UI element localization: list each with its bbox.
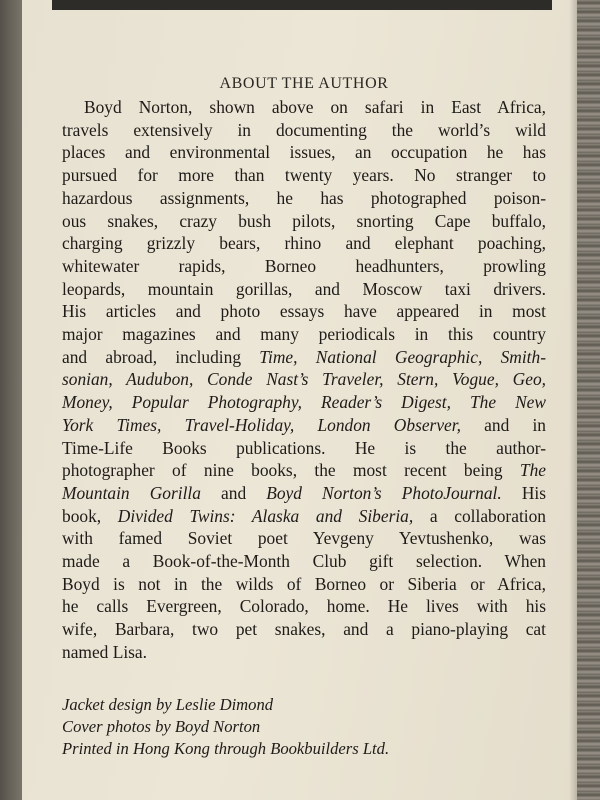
bio-line: Boyd Norton, shown above on safari in East Africa, [84,97,546,117]
bio-line: pursued for more than twenty years. No stranger to [62,165,546,186]
printing-credit: Printed in Hong Kong through Bookbuilders Ltd. [62,738,390,758]
bio-line [62,391,546,414]
bio-line: charging grizzly bears, rhino and elephant poaching, [62,233,546,254]
bio-line: major magazines and many periodicals in this country [62,324,546,345]
jacket-design-credit: Jacket design by Leslie Dimond [62,694,274,714]
page-shadow [569,0,577,800]
bio-line [62,482,546,505]
bio-line: travels extensively in documenting the world’s wild [62,119,546,140]
author-bio [62,96,546,664]
bio-line: hazardous assignments, he has photographed poison- [62,187,546,208]
bio-line: leopards, mountain gorillas, and Moscow taxi drivers. [62,278,546,299]
publication-titles: Money, Popular Photography, Reader’s Digest, The New [62,392,546,413]
bio-line [62,459,546,482]
bio-line [62,346,546,369]
bio-line: Time-Life Books publications. He is the author- [62,437,546,458]
book-title: Mountain Gorilla [62,482,201,503]
book-right-edge [577,0,600,800]
bio-line [62,505,546,528]
bio-text: and [200,482,267,503]
author-photo-bottom-edge [52,0,552,10]
bio-line [62,414,546,437]
bio-text: and abroad, including [62,346,260,367]
book-title: The [519,460,546,481]
bio-line: whitewater rapids, Borneo headhunters, prowling [62,255,546,276]
bio-line: named Lisa. [62,641,147,662]
credits-block [62,694,546,760]
bio-text: photographer of nine books, the most recent being [62,460,520,481]
book-left-edge [0,0,22,800]
publication-titles: sonian, Audubon, Conde Nast’s Traveler, Stern, Vogue, Geo, [62,369,546,390]
cover-photos-credit: Cover photos by Boyd Norton [62,716,261,736]
bio-line: he calls Evergreen, Colorado, home. He lives with his [62,596,546,617]
bio-line: made a Book-of-the-Month Club gift selection. When [62,551,546,572]
publication-titles: Time, National Geographic, Smith- [259,346,546,367]
bio-text: His [501,482,546,503]
bio-text: and in [460,414,546,435]
bio-line [62,368,546,391]
bio-text: a collaboration [413,505,546,526]
about-author-section [62,72,546,760]
bio-line: Boyd is not in the wilds of Borneo or Siberia or Africa, [62,573,546,594]
bio-text: book, [62,505,118,526]
publication-titles: York Times, Travel-Holiday, London Observer, [62,414,461,435]
bio-line: ous snakes, crazy bush pilots, snorting Cape buffalo, [62,210,546,231]
book-title: Divided Twins: Alaska and Siberia, [117,505,414,526]
section-heading: ABOUT THE AUTHOR [219,75,389,92]
bio-line: places and environmental issues, an occupation he has [62,142,546,163]
bio-line: with famed Soviet poet Yevgeny Yevtushenko, was [62,528,546,549]
bio-line: His articles and photo essays have appeared in most [62,301,546,322]
bio-line: wife, Barbara, two pet snakes, and a piano-playing cat [62,619,546,640]
book-title: Boyd Norton’s PhotoJournal. [266,482,502,503]
